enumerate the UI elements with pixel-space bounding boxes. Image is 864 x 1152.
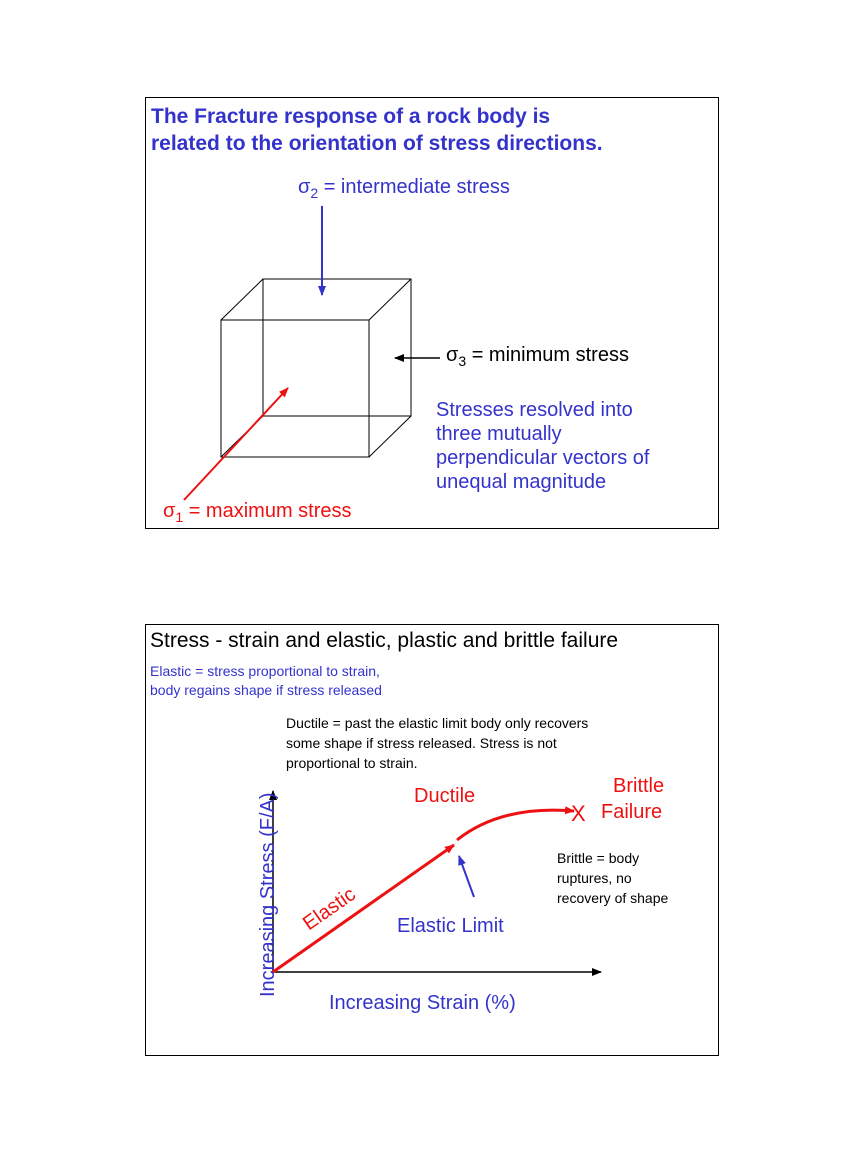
brittle-definition [557, 848, 668, 908]
elastic-limit-pointer [459, 856, 474, 897]
ductile-definition-line: some shape if stress released. Stress is not [286, 735, 557, 751]
sigma2-label: $\sigma_2$ = intermediate stress [298, 176, 510, 201]
stress-resolution-note [436, 398, 649, 494]
note-line: unequal magnitude [436, 471, 607, 493]
sigma1-label: $\sigma_1$ = maximum stress [163, 500, 352, 525]
stress-directions-slide [145, 97, 719, 529]
y-axis-label: Increasing Stress (F/A) [257, 792, 279, 997]
cube-back-face [263, 279, 411, 416]
note-line: three mutually [436, 423, 562, 445]
ductile-definition-line: Ductile = past the elastic limit body only recovers [286, 715, 589, 731]
elastic-definition-line2: body regains shape if stress released [150, 682, 382, 698]
failure-x-mark: X [571, 801, 586, 826]
ductile-definition-line: proportional to strain. [286, 755, 418, 771]
note-line: perpendicular vectors of [436, 447, 650, 469]
x-axis-label: Increasing Strain (%) [329, 992, 516, 1014]
ductile-curve [457, 810, 574, 840]
brittle-failure-label [601, 773, 665, 825]
stress-strain-slide [145, 624, 719, 1056]
brittle-definition-line: Brittle = body [557, 850, 640, 866]
sigma1-arrow [184, 388, 288, 500]
elastic-limit-label: Elastic Limit [397, 915, 504, 937]
brittle-label-line: Brittle [613, 775, 665, 797]
brittle-label-line: Failure [601, 801, 663, 823]
elastic-label: Elastic [299, 883, 360, 936]
slide1-title-line1: The Fracture response of a rock body is [151, 105, 551, 128]
note-line: Stresses resolved into [436, 399, 633, 421]
brittle-definition-line: ruptures, no [557, 870, 632, 886]
sigma3-label: $\sigma_3$ = minimum stress [446, 344, 629, 369]
brittle-definition-line: recovery of shape [557, 890, 669, 906]
slide1-title-line2: related to the orientation of stress directions. [151, 132, 603, 155]
elastic-definition-line1: Elastic = stress proportional to strain, [150, 663, 380, 679]
slide2-title: Stress - strain and elastic, plastic and brittle failure [150, 629, 619, 652]
elastic-curve [273, 845, 454, 972]
ductile-label: Ductile [414, 785, 476, 807]
